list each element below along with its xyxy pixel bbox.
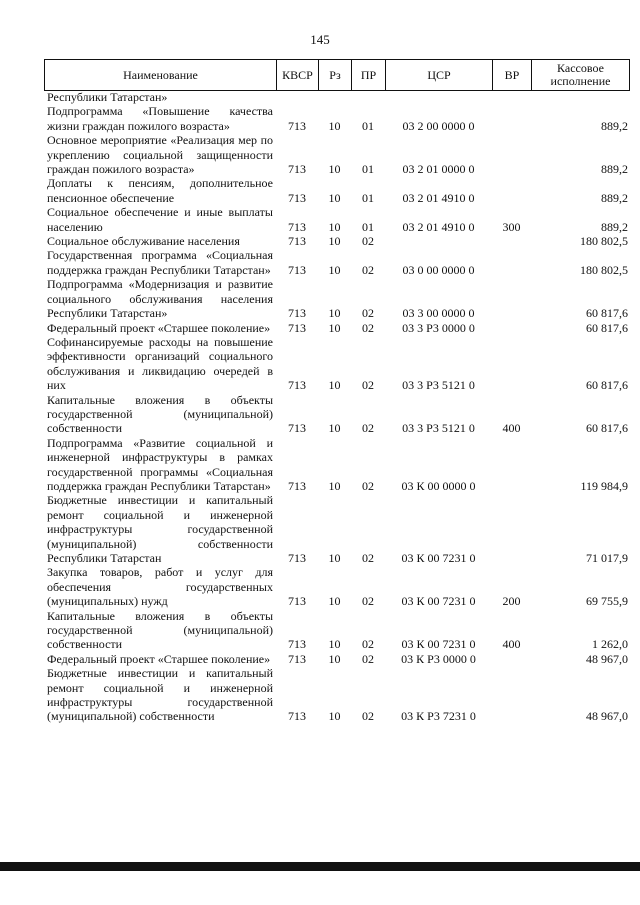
cell-rz: 10 — [328, 651, 341, 666]
cell-vr — [492, 248, 531, 277]
table-row — [44, 493, 630, 565]
cell-vr: 400 — [502, 421, 521, 436]
cell-name: Софинансируемые расходы на повышение эффективности организаций социального обслуживания и ликвидацию очередей в них — [47, 334, 273, 393]
header-pr: ПР — [351, 60, 385, 90]
cell-rz: 10 — [328, 306, 341, 321]
cell-csr: 03 2 00 0000 0 — [402, 118, 475, 133]
table-row — [44, 133, 630, 176]
cell-vr — [492, 90, 531, 104]
cell-amount: 180 802,5 — [580, 262, 628, 277]
cell-amount: 60 817,6 — [586, 421, 628, 436]
cell-kvsr: 713 — [288, 378, 306, 393]
cell-kvsr: 713 — [288, 234, 306, 249]
cell-name: Основное мероприятие «Реализация мер по укреплению социальной защищенности граждан пожилого возраста» — [47, 133, 273, 177]
cell-pr: 02 — [362, 262, 374, 277]
cell-amount: 889,2 — [601, 162, 628, 177]
cell-pr: 02 — [362, 637, 374, 652]
cell-rz: 10 — [328, 421, 341, 436]
cell-rz — [318, 90, 351, 104]
cell-vr: 200 — [502, 594, 521, 609]
cell-kvsr: 713 — [288, 651, 306, 666]
cell-name: Подпрограмма «Развитие социальной и инженерной инфраструктуры в рамках государственной программы «Социальная поддержка граждан Республики Татарстан» — [47, 435, 273, 493]
cell-name: Капитальные вложения в объекты государственной (муниципальной) собственности — [47, 608, 273, 652]
table-row — [44, 321, 630, 335]
cell-vr — [492, 666, 531, 724]
cell-kvsr: 713 — [288, 478, 306, 493]
header-kvsr: КВСР — [276, 60, 318, 90]
table-row — [44, 90, 630, 104]
table-row — [44, 205, 630, 234]
header-name: Наименование — [44, 60, 276, 90]
cell-vr — [492, 335, 531, 393]
cell-pr: 01 — [362, 162, 374, 177]
cell-vr — [492, 493, 531, 565]
table-row — [44, 248, 630, 277]
cell-pr: 02 — [362, 378, 374, 393]
table-row — [44, 565, 630, 608]
cell-kvsr: 713 — [288, 421, 306, 436]
cell-csr: 03 3 P3 5121 0 — [402, 421, 475, 436]
cell-pr: 02 — [362, 234, 374, 249]
cell-rz: 10 — [328, 637, 341, 652]
cell-csr: 03 К 00 7231 0 — [401, 551, 476, 565]
cell-kvsr: 713 — [288, 162, 306, 177]
cell-csr: 03 К 00 7231 0 — [401, 594, 476, 609]
cell-csr: 03 2 01 4910 0 — [402, 190, 475, 205]
cell-rz: 10 — [328, 320, 341, 335]
cell-csr: 03 К 00 0000 0 — [401, 478, 476, 493]
cell-name: Федеральный проект «Старшее поколение» — [47, 651, 271, 666]
cell-name: Республики Татарстан» — [47, 90, 168, 104]
table-row — [44, 652, 630, 666]
cell-amount: 48 967,0 — [586, 709, 628, 724]
cell-kvsr: 713 — [288, 320, 306, 335]
cell-vr — [492, 133, 531, 176]
cell-csr: 03 2 01 4910 0 — [402, 219, 475, 234]
cell-kvsr: 713 — [288, 118, 306, 133]
cell-pr: 02 — [362, 421, 374, 436]
cell-amount: 889,2 — [601, 118, 628, 133]
cell-amount: 69 755,9 — [586, 594, 628, 609]
cell-kvsr: 713 — [288, 594, 306, 609]
cell-name: Закупка товаров, работ и услуг для обеспечения государственных (муниципальных) нужд — [47, 565, 273, 609]
cell-kvsr: 713 — [288, 219, 306, 234]
cell-rz: 10 — [328, 190, 341, 205]
header-csr: ЦСР — [385, 60, 492, 90]
cell-vr — [492, 652, 531, 666]
cell-kvsr: 713 — [288, 306, 306, 321]
table-row — [44, 234, 630, 248]
cell-rz: 10 — [328, 709, 341, 724]
cell-kvsr: 713 — [288, 190, 306, 205]
cell-pr: 02 — [362, 709, 374, 724]
table-row — [44, 609, 630, 652]
cell-amount: 889,2 — [601, 190, 628, 205]
cell-amount: 889,2 — [601, 219, 628, 234]
cell-csr: 03 3 P3 0000 0 — [402, 320, 475, 335]
cell-csr — [385, 234, 492, 248]
cell-csr: 03 К 00 7231 0 — [401, 637, 476, 652]
header-vr: ВР — [492, 60, 531, 90]
cell-rz: 10 — [328, 378, 341, 393]
cell-amount: 180 802,5 — [580, 234, 628, 249]
cell-rz: 10 — [328, 478, 341, 493]
cell-pr: 02 — [362, 551, 374, 565]
cell-kvsr: 713 — [288, 262, 306, 277]
header-rz: Рз — [318, 60, 351, 90]
cell-pr: 02 — [362, 594, 374, 609]
cell-kvsr: 713 — [288, 637, 306, 652]
cell-kvsr: 713 — [288, 551, 306, 565]
cell-vr — [492, 176, 531, 205]
scan-edge-bar — [0, 862, 640, 871]
cell-csr: 03 3 00 0000 0 — [402, 306, 475, 321]
cell-csr: 03 0 00 0000 0 — [402, 262, 475, 277]
page-number: 145 — [310, 32, 330, 47]
cell-name: Бюджетные инвестиции и капитальный ремонт социальной и инженерной инфраструктуры государственной (муниципальной) собственности Республики Татарстан — [47, 493, 273, 565]
cell-rz: 10 — [328, 234, 341, 249]
cell-pr: 01 — [362, 219, 374, 234]
cell-pr: 02 — [362, 651, 374, 666]
cell-name: Подпрограмма «Модернизация и развитие социального обслуживания населения Республики Татарстан» — [47, 277, 273, 321]
cell-pr — [351, 90, 385, 104]
cell-vr — [492, 234, 531, 248]
cell-name: Социальное обеспечение и иные выплаты населению — [47, 205, 273, 234]
table-row — [44, 335, 630, 393]
cell-amount — [531, 90, 630, 104]
table-row — [44, 436, 630, 494]
cell-rz: 10 — [328, 219, 341, 234]
cell-pr: 01 — [362, 190, 374, 205]
cell-name: Бюджетные инвестиции и капитальный ремонт социальной и инженерной инфраструктуры государственной (муниципальной) собственности — [47, 666, 273, 724]
table-row — [44, 104, 630, 133]
cell-vr — [492, 321, 531, 335]
cell-amount: 60 817,6 — [586, 306, 628, 321]
cell-name: Федеральный проект «Старшее поколение» — [47, 320, 271, 335]
cell-kvsr — [276, 90, 318, 104]
table-row — [44, 176, 630, 205]
header-amount: Кассовое исполнение — [531, 60, 630, 90]
cell-csr: 03 К P3 0000 0 — [401, 651, 476, 666]
cell-csr: 03 3 P3 5121 0 — [402, 378, 475, 393]
table-header — [44, 59, 630, 91]
cell-rz: 10 — [328, 118, 341, 133]
cell-name: Социальное обслуживание населения — [47, 234, 240, 249]
cell-name: Капитальные вложения в объекты государственной (муниципальной) собственности — [47, 392, 273, 436]
cell-amount: 71 017,9 — [586, 551, 628, 565]
cell-amount: 119 984,9 — [580, 478, 628, 493]
cell-vr — [492, 277, 531, 320]
cell-pr: 02 — [362, 306, 374, 321]
cell-rz: 10 — [328, 594, 341, 609]
table-body — [44, 90, 630, 724]
cell-csr: 03 К P3 7231 0 — [401, 709, 476, 724]
cell-vr: 300 — [502, 219, 521, 234]
table-row — [44, 666, 630, 724]
table-row — [44, 393, 630, 436]
cell-name: Подпрограмма «Повышение качества жизни граждан пожилого возраста» — [47, 104, 273, 133]
cell-rz: 10 — [328, 162, 341, 177]
cell-csr — [385, 90, 492, 104]
cell-kvsr: 713 — [288, 709, 306, 724]
cell-pr: 01 — [362, 118, 374, 133]
cell-vr — [492, 436, 531, 494]
cell-vr — [492, 104, 531, 133]
cell-amount: 60 817,6 — [586, 320, 628, 335]
cell-rz: 10 — [328, 551, 341, 565]
cell-amount: 60 817,6 — [586, 378, 628, 393]
cell-pr: 02 — [362, 478, 374, 493]
cell-vr: 400 — [502, 637, 521, 652]
cell-name: Государственная программа «Социальная поддержка граждан Республики Татарстан» — [47, 248, 273, 277]
cell-amount: 48 967,0 — [586, 651, 628, 666]
cell-name: Доплаты к пенсиям, дополнительное пенсионное обеспечение — [47, 176, 273, 205]
table-row — [44, 277, 630, 320]
cell-pr: 02 — [362, 320, 374, 335]
cell-amount: 1 262,0 — [592, 637, 628, 652]
cell-rz: 10 — [328, 262, 341, 277]
cell-csr: 03 2 01 0000 0 — [402, 162, 475, 177]
